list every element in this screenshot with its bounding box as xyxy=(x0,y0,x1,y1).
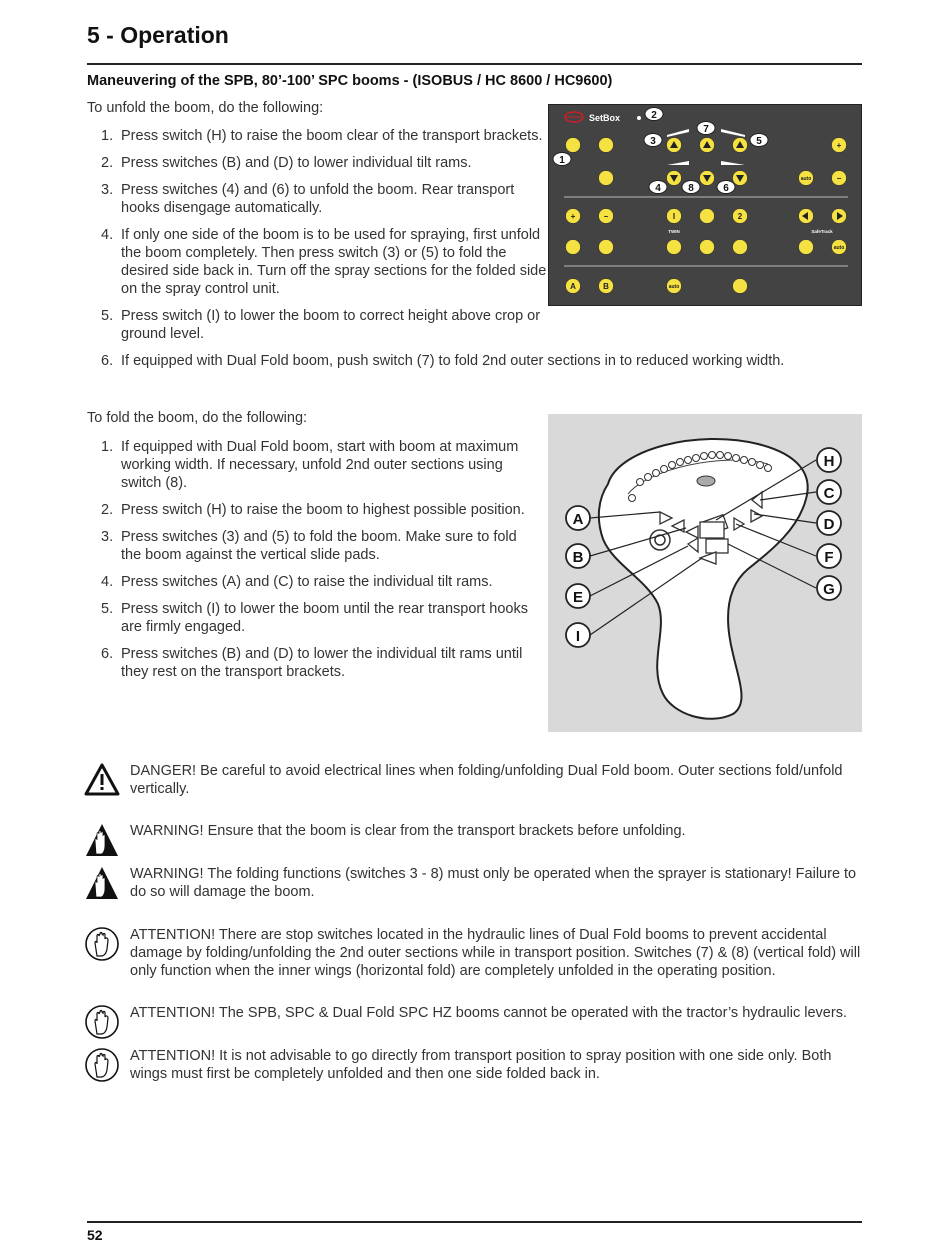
notice-text: ATTENTION! The SPB, SPC & Dual Fold SPC HZ booms cannot be operated with the tractor’s hydraulic levers. xyxy=(130,1005,847,1021)
callout-label: 6 xyxy=(723,183,729,194)
step-number: 4. xyxy=(101,227,114,243)
svg-text:2: 2 xyxy=(737,212,743,221)
panel-button xyxy=(566,138,581,153)
step-number: 3. xyxy=(101,529,114,545)
header-rule xyxy=(87,63,862,65)
notice-text: WARNING! Ensure that the boom is clear from the transport brackets before unfolding. xyxy=(130,823,686,839)
notice-text: ATTENTION! There are stop switches located in the hydraulic lines of Dual Fold booms to prevent accidental damage by folding/unfolding the 2nd outer sections while in transport position. Switches (7) & (8) (vertical fold) will only function when the inner wings (horizontal fold) are completely unfolded in the operating position. xyxy=(130,927,861,979)
callout-label: B xyxy=(572,549,584,566)
fold-step xyxy=(87,645,537,681)
step-number: 4. xyxy=(101,574,114,590)
callout-label: D xyxy=(823,516,835,533)
callout-label: 5 xyxy=(756,136,762,147)
notice-text: WARNING! The folding functions (switches 3 - 8) must only be operated when the sprayer is stationary! Failure to do so will damage the boom. xyxy=(130,866,857,900)
step-number: 5. xyxy=(101,601,114,617)
callout-label: E xyxy=(572,589,584,606)
attention-hand-icon xyxy=(84,1004,120,1040)
step-text: Press switch (I) to lower the boom to correct height above crop or ground level. xyxy=(121,308,541,342)
fold-steps xyxy=(87,438,537,690)
panel-button xyxy=(599,138,614,153)
step-text: If equipped with Dual Fold boom, start with boom at maximum working width. If necessary, unfold 2nd outer sections using switch (8). xyxy=(121,439,519,491)
panel-button xyxy=(599,240,614,255)
panel-button xyxy=(599,171,614,186)
notice-text: DANGER! Be careful to avoid electrical lines when folding/unfolding Dual Fold boom. Outer sections fold/unfold vertically. xyxy=(130,763,843,797)
step-text: Press switches (A) and (C) to raise the individual tilt rams. xyxy=(121,574,493,590)
unfold-step xyxy=(87,352,862,370)
callout-label: 1 xyxy=(559,155,565,166)
svg-text:auto: auto xyxy=(800,176,812,182)
setbox-panel-drawing xyxy=(549,105,863,307)
panel-button xyxy=(733,240,748,255)
unfold-intro: To unfold the boom, do the following: xyxy=(87,100,324,116)
callout-label: A xyxy=(572,511,584,528)
step-number: 6. xyxy=(101,646,114,662)
page-number: 52 xyxy=(87,1227,103,1243)
callout-label: I xyxy=(575,628,581,645)
warning-hand-icon xyxy=(84,865,120,901)
svg-text:+: + xyxy=(836,141,842,150)
unfold-step xyxy=(87,154,547,172)
step-text: If only one side of the boom is to be used for spraying, first unfold the boom completely. Then press switch (3) or (5) to fold the desired side back in. Turn off the spray sections for the folded side on the spray control unit. xyxy=(121,227,547,297)
fold-step xyxy=(87,438,537,492)
svg-text:I: I xyxy=(672,212,676,221)
callout-label: F xyxy=(824,549,834,566)
svg-text:A: A xyxy=(570,282,576,291)
fold-step xyxy=(87,573,537,591)
footer-rule xyxy=(87,1221,862,1223)
svg-text:+: + xyxy=(570,212,576,221)
step-text: Press switches (B) and (D) to lower the individual tilt rams until they rest on the transport brackets. xyxy=(121,646,523,680)
section-title: Maneuvering of the SPB, 80’-100’ SPC booms - (ISOBUS / HC 8600 / HC9600) xyxy=(87,73,613,89)
notice-text: ATTENTION! It is not advisable to go directly from transport position to spray position with one side only. Both wings must first be completely unfolded and then one side folded back in. xyxy=(130,1048,832,1082)
step-text: If equipped with Dual Fold boom, push switch (7) to fold 2nd outer sections in to reduced working width. xyxy=(121,353,785,369)
warning-hand-icon xyxy=(84,822,120,858)
fold-step xyxy=(87,528,537,564)
step-text: Press switch (I) to lower the boom until the rear transport hooks are firmly engaged. xyxy=(121,601,528,635)
callout-label: 2 xyxy=(651,110,657,121)
callout-label: G xyxy=(823,581,835,598)
svg-text:−: − xyxy=(603,212,609,221)
step-number: 1. xyxy=(101,439,114,455)
unfold-step xyxy=(87,307,547,343)
callout-label: 4 xyxy=(655,183,661,194)
callout-label: C xyxy=(823,485,835,502)
attention-hand-icon xyxy=(84,926,120,962)
callout-label: H xyxy=(823,453,835,470)
panel-button xyxy=(566,240,581,255)
step-number: 2. xyxy=(101,502,114,518)
fold-intro: To fold the boom, do the following: xyxy=(87,410,308,426)
svg-text:auto: auto xyxy=(833,245,845,251)
step-text: Press switch (H) to raise the boom clear of the transport brackets. xyxy=(121,128,543,144)
attention-hand-icon xyxy=(84,1047,120,1083)
setbox-title: SetBox xyxy=(589,113,621,123)
panel-button xyxy=(700,240,715,255)
panel-button xyxy=(799,240,814,255)
step-number: 1. xyxy=(101,128,114,144)
step-text: Press switches (B) and (D) to lower individual tilt rams. xyxy=(121,155,472,171)
unfold-step xyxy=(87,226,547,298)
step-text: Press switches (3) and (5) to fold the boom. Make sure to fold the boom against the vertical slide pads. xyxy=(121,529,517,563)
svg-text:−: − xyxy=(836,174,842,183)
callout-label: 8 xyxy=(688,183,694,194)
warning-triangle-icon xyxy=(84,762,120,798)
svg-text:auto: auto xyxy=(668,284,680,290)
step-number: 3. xyxy=(101,182,114,198)
callout-label: 3 xyxy=(650,136,656,147)
chapter-title: 5 - Operation xyxy=(87,22,229,48)
step-number: 2. xyxy=(101,155,114,171)
fold-step xyxy=(87,600,537,636)
step-text: Press switches (4) and (6) to unfold the boom. Rear transport hooks disengage automatically. xyxy=(121,182,515,216)
callout-label: 7 xyxy=(703,124,709,135)
joystick-illustration xyxy=(548,414,862,732)
panel-button xyxy=(700,209,715,224)
unfold-step xyxy=(87,127,547,145)
panel-button xyxy=(733,279,748,294)
step-number: 6. xyxy=(101,353,114,369)
unfold-step xyxy=(87,181,547,217)
setbox-panel-illustration xyxy=(548,104,862,306)
panel-button xyxy=(667,240,682,255)
step-number: 5. xyxy=(101,308,114,324)
svg-text:B: B xyxy=(603,282,609,291)
fold-step xyxy=(87,501,537,519)
step-text: Press switch (H) to raise the boom to highest possible position. xyxy=(121,502,525,518)
svg-text:SafeTrack: SafeTrack xyxy=(811,229,833,234)
joystick-drawing xyxy=(548,414,862,732)
svg-text:TWIN: TWIN xyxy=(668,229,680,234)
